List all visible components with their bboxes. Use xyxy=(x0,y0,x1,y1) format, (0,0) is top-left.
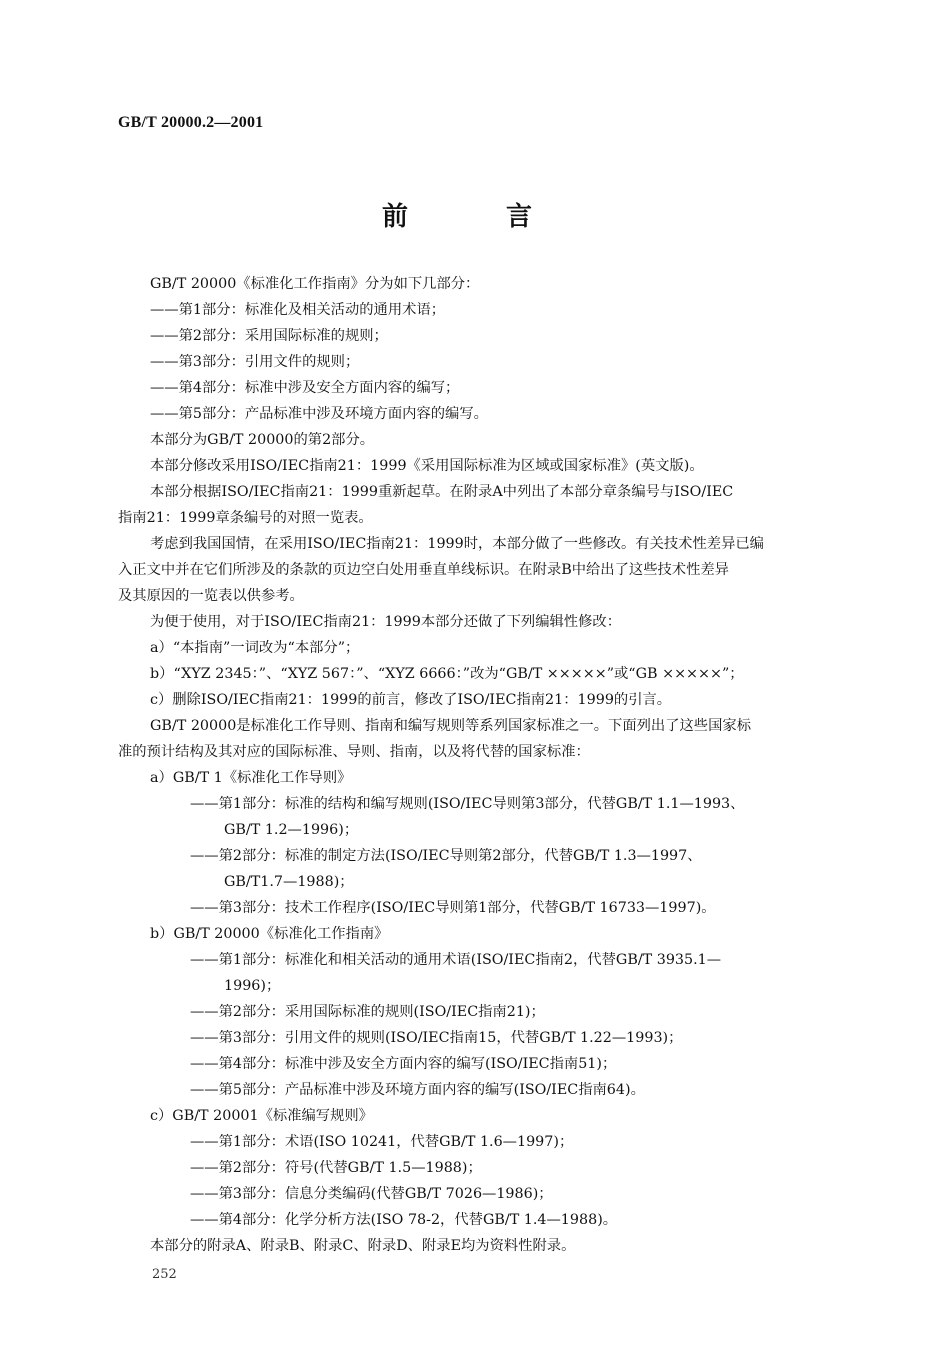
list-item: c）GB/T 20001《标准编写规则》 xyxy=(150,1108,373,1124)
list-item: ——第3部分：引用文件的规则； xyxy=(150,354,360,370)
list-item: c）删除ISO/IEC指南21：1999的前言，修改了ISO/IEC指南21：1999的引言。 xyxy=(150,692,672,708)
para-line: 入正文中并在它们所涉及的条款的页边空白处用垂直单线标识。在附录B中给出了这些技术性差异 xyxy=(118,562,729,578)
para-line: 为便于使用，对于ISO/IEC指南21：1999本部分还做了下列编辑性修改： xyxy=(150,614,621,630)
standard-code-header: GB/T 20000.2—2001 xyxy=(118,114,264,131)
sub-list-item: ——第1部分：标准的结构和编写规则(ISO/IEC导则第3部分，代替GB/T 1.1—1993、 xyxy=(190,796,745,812)
para-line: 指南21：1999章条编号的对照一览表。 xyxy=(118,510,373,526)
para-line: 本部分修改采用ISO/IEC指南21：1999《采用国际标准为区域或国家标准》(英文版)。 xyxy=(150,458,704,474)
page-number: 252 xyxy=(152,1267,177,1282)
page-title: 前 言 xyxy=(381,202,568,232)
sub-list-item: ——第2部分：符号(代替GB/T 1.5—1988)； xyxy=(190,1160,482,1176)
sub-list-item: ——第5部分：产品标准中涉及环境方面内容的编写(ISO/IEC指南64)。 xyxy=(190,1082,645,1098)
para-line: 及其原因的一览表以供参考。 xyxy=(118,588,304,604)
list-item: a）“本指南”一词改为“本部分”； xyxy=(150,640,360,656)
list-item: ——第1部分：标准化及相关活动的通用术语； xyxy=(150,302,446,318)
list-item: ——第2部分：采用国际标准的规则； xyxy=(150,328,388,344)
sub-list-item: ——第2部分：采用国际标准的规则(ISO/IEC指南21)； xyxy=(190,1004,545,1020)
para-line: GB/T 20000《标准化工作指南》分为如下几部分： xyxy=(150,276,480,292)
para-line: GB/T 20000是标准化工作导则、指南和编写规则等系列国家标准之一。下面列出了这些国家标 xyxy=(150,718,751,734)
sub-list-item: ——第2部分：标准的制定方法(ISO/IEC导则第2部分，代替GB/T 1.3—1997、 xyxy=(190,848,702,864)
sub-list-item: GB/T 1.2—1996)； xyxy=(224,822,359,838)
list-item: a）GB/T 1《标准化工作导则》 xyxy=(150,770,352,786)
para-line: 本部分根据ISO/IEC指南21：1999重新起草。在附录A中列出了本部分章条编号与ISO/IEC xyxy=(150,484,734,500)
sub-list-item: ——第3部分：技术工作程序(ISO/IEC导则第1部分，代替GB/T 16733—1997)。 xyxy=(190,900,716,916)
list-item: ——第4部分：标准中涉及安全方面内容的编写； xyxy=(150,380,460,396)
para-line: 准的预计结构及其对应的国际标准、导则、指南，以及将代替的国家标准： xyxy=(118,744,590,760)
sub-list-item: ——第1部分：标准化和相关活动的通用术语(ISO/IEC指南2，代替GB/T 3935.1— xyxy=(190,952,722,968)
sub-list-item: GB/T1.7—1988)； xyxy=(224,874,354,890)
sub-list-item: ——第3部分：信息分类编码(代替GB/T 7026—1986)； xyxy=(190,1186,553,1202)
sub-list-item: ——第3部分：引用文件的规则(ISO/IEC指南15，代替GB/T 1.22—1993)； xyxy=(190,1030,683,1046)
para-line: 本部分为GB/T 20000的第2部分。 xyxy=(150,432,375,448)
sub-list-item: 1996)； xyxy=(224,978,281,994)
sub-list-item: ——第4部分：化学分析方法(ISO 78-2，代替GB/T 1.4—1988)。 xyxy=(190,1212,618,1228)
list-item: b）GB/T 20000《标准化工作指南》 xyxy=(150,926,389,942)
list-item: ——第5部分：产品标准中涉及环境方面内容的编写。 xyxy=(150,406,488,422)
para-line: 本部分的附录A、附录B、附录C、附录D、附录E均为资料性附录。 xyxy=(150,1238,576,1254)
sub-list-item: ——第1部分：术语(ISO 10241，代替GB/T 1.6—1997)； xyxy=(190,1134,574,1150)
sub-list-item: ——第4部分：标准中涉及安全方面内容的编写(ISO/IEC指南51)； xyxy=(190,1056,617,1072)
para-line: 考虑到我国国情，在采用ISO/IEC指南21：1999时，本部分做了一些修改。有关技术性差异已编 xyxy=(150,536,764,552)
list-item: b）“XYZ 2345：”、“XYZ 567：”、“XYZ 6666：”改为“GB/T ×××××”或“GB ×××××”； xyxy=(150,666,744,682)
